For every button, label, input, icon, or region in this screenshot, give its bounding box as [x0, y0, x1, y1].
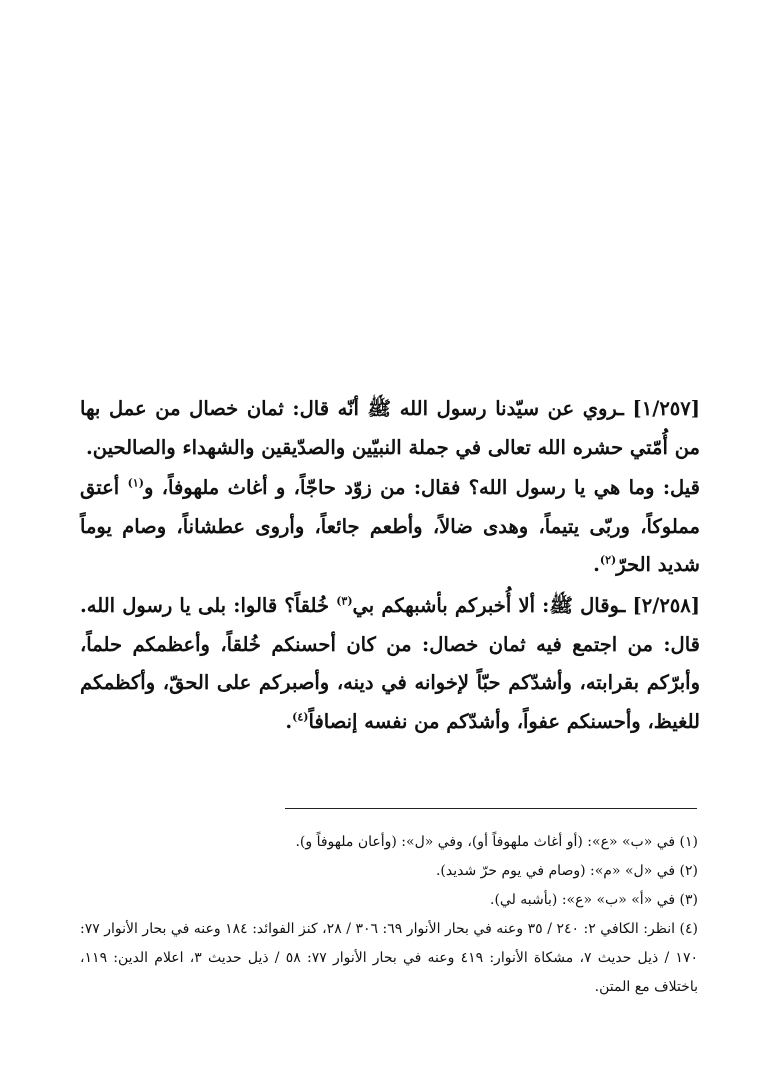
hadith-reference-number: [٢/٢٥٨]: [632, 593, 700, 617]
footnote-divider: [285, 808, 697, 809]
hadith-paragraph-1: [80, 390, 700, 467]
hadith-text-end: .: [593, 553, 600, 577]
footnote-1: (١) في «ب» «ع»: (أو أغاث ملهوفاً أو)، وفي «ل»: (وأعان ملهوفاً و).: [295, 834, 698, 850]
hadith-paragraph-2: [80, 469, 700, 585]
hadith-paragraph-3: [80, 587, 700, 741]
main-text-body: [80, 390, 700, 741]
hadith-text: ـروي عن سيّدنا رسول الله ﷺ أنّه قال: ثمان خصال من عمل بها من أُمّتي حشره الله تعالى في جملة النبيّين والصدّيقين والشهداء والصالحين.: [80, 397, 700, 459]
hadith-reference-number: [١/٢٥٧]: [632, 397, 700, 420]
footnote-marker-1: (١): [127, 476, 144, 490]
footnote-marker-3: (٣): [336, 594, 353, 608]
footnote-marker-4: (٤): [292, 710, 309, 724]
hadith-text: ـوقال ﷺ: ألا أُخبركم بأشبهكم بي: [352, 593, 633, 617]
footnote-marker-2: (٢): [599, 553, 617, 567]
hadith-text: قيل: وما هي يا رسول الله؟ فقال: من زوّد حاجّاً، و أغاث ملهوفاً، و: [143, 476, 700, 500]
hadith-text-continued: أعتق مملوكاً، وربّى يتيماً، وهدى ضالاً، وأطعم جائعاً، وأروى عطشاناً، وصام يوماً شديد الحرّ: [80, 476, 700, 577]
footnote-2: (٢) في «ل» «م»: (وصام في يوم حرّ شديد).: [435, 863, 698, 879]
footnote-4: (٤) انظر: الكافي ٢: ٢٤٠ / ٣٥ وعنه في بحار الأنوار ٦٩: ٣٠٦ / ٢٨، كنز الفوائد: ١٨٤ وعنه في بحار الأنوار ٧٧: ١٧٠ / ذيل حديث ٧، مشكاة الأنوار: ٤١٩ وعنه في بحار الأنوار ٧٧: ٥٨ / ذيل حديث ٣، اعلام الدين: ١١٩، باختلاف مع المتن.: [80, 921, 698, 995]
hadith-text-continued: خُلقاً؟ قالوا: بلى يا رسول الله. قال: من اجتمع فيه ثمان خصال: من كان أحسنكم خُلقاً، وأعظمكم حلماً، وأبرّكم بقرابته، وأشدّكم حبّاً لإخوانه في دينه، وأصبركم على الحقّ، وأكظمكم للغيظ، وأحسنكم عفواً، وأشدّكم من نفسه إنصافاً: [80, 593, 700, 733]
footnotes-section: [80, 828, 698, 1002]
hadith-text-end: .: [285, 709, 293, 733]
footnote-3: (٣) في «أ» «ب» «ع»: (بأشبه لي).: [490, 892, 698, 908]
